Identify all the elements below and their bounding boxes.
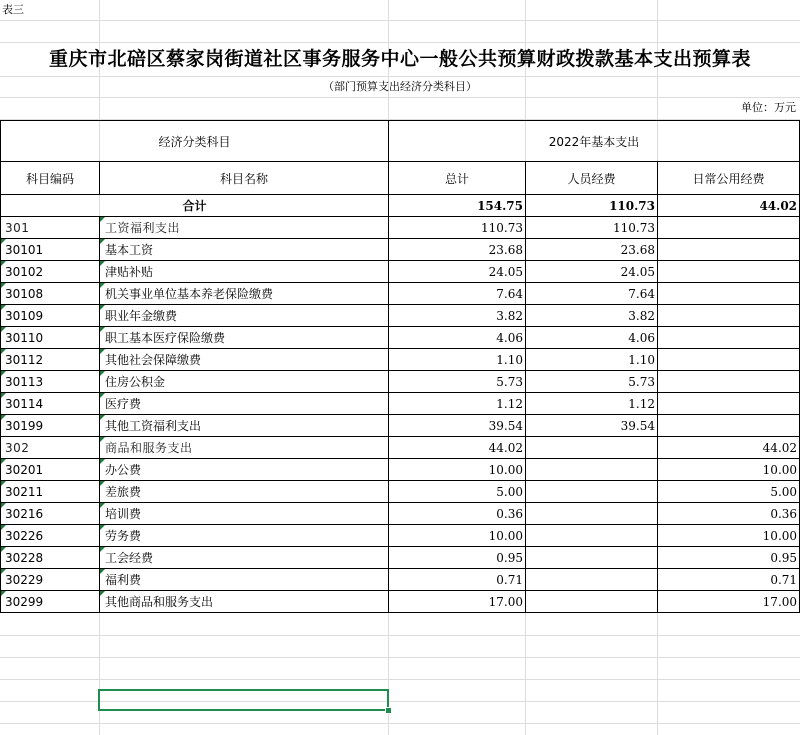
fill-handle[interactable] xyxy=(385,707,392,714)
row-total[interactable]: 5.73 xyxy=(389,371,526,393)
row-name[interactable]: 医疗费 xyxy=(100,393,389,415)
table-row xyxy=(1,349,800,371)
row-total[interactable]: 23.68 xyxy=(389,239,526,261)
table-row xyxy=(1,261,800,283)
row-code[interactable]: 30112 xyxy=(1,349,100,371)
row-code[interactable]: 302 xyxy=(1,437,100,459)
row-name[interactable]: 其他商品和服务支出 xyxy=(100,591,389,613)
row-public[interactable]: 0.95 xyxy=(658,547,800,569)
row-code[interactable]: 30299 xyxy=(1,591,100,613)
total-sum[interactable]: 154.75 xyxy=(389,195,526,217)
row-name[interactable]: 津贴补贴 xyxy=(100,261,389,283)
row-code[interactable]: 30101 xyxy=(1,239,100,261)
row-name[interactable]: 住房公积金 xyxy=(100,371,389,393)
row-total[interactable]: 0.36 xyxy=(389,503,526,525)
row-personnel[interactable]: 23.68 xyxy=(526,239,658,261)
header-public[interactable]: 日常公用经费 xyxy=(658,162,800,195)
row-personnel[interactable] xyxy=(526,547,658,569)
row-personnel[interactable]: 39.54 xyxy=(526,415,658,437)
row-name[interactable]: 培训费 xyxy=(100,503,389,525)
row-total[interactable]: 0.95 xyxy=(389,547,526,569)
table-row xyxy=(1,327,800,349)
table-row xyxy=(1,503,800,525)
row-code[interactable]: 30113 xyxy=(1,371,100,393)
row-personnel[interactable] xyxy=(526,437,658,459)
row-public[interactable]: 10.00 xyxy=(658,525,800,547)
row-personnel[interactable] xyxy=(526,591,658,613)
sheet-label[interactable]: 表三 xyxy=(2,3,24,16)
row-personnel[interactable]: 1.10 xyxy=(526,349,658,371)
table-row xyxy=(1,459,800,481)
row-name[interactable]: 其他工资福利支出 xyxy=(100,415,389,437)
header-name[interactable]: 科目名称 xyxy=(100,162,389,195)
row-public[interactable] xyxy=(658,305,800,327)
row-code[interactable]: 301 xyxy=(1,217,100,239)
page-subtitle[interactable]: （部门预算支出经济分类科目） xyxy=(323,80,477,93)
row-personnel[interactable]: 24.05 xyxy=(526,261,658,283)
row-total[interactable]: 7.64 xyxy=(389,283,526,305)
row-personnel[interactable] xyxy=(526,459,658,481)
total-row xyxy=(1,195,800,217)
row-personnel[interactable]: 110.73 xyxy=(526,217,658,239)
row-personnel[interactable] xyxy=(526,569,658,591)
row-name[interactable]: 机关事业单位基本养老保险缴费 xyxy=(100,283,389,305)
row-code[interactable]: 30108 xyxy=(1,283,100,305)
table-row xyxy=(1,217,800,239)
row-total[interactable]: 5.00 xyxy=(389,481,526,503)
selected-cell[interactable] xyxy=(98,689,389,711)
row-total[interactable]: 4.06 xyxy=(389,327,526,349)
row-public[interactable]: 0.36 xyxy=(658,503,800,525)
row-name[interactable]: 商品和服务支出 xyxy=(100,437,389,459)
row-public[interactable] xyxy=(658,393,800,415)
table-row xyxy=(1,371,800,393)
row-personnel[interactable]: 4.06 xyxy=(526,327,658,349)
row-total[interactable]: 110.73 xyxy=(389,217,526,239)
unit-label[interactable]: 单位：万元 xyxy=(741,101,796,114)
row-code[interactable]: 30199 xyxy=(1,415,100,437)
table-row xyxy=(1,481,800,503)
table-row xyxy=(1,547,800,569)
row-code[interactable]: 30226 xyxy=(1,525,100,547)
header-row-group xyxy=(1,121,800,162)
row-code[interactable]: 30102 xyxy=(1,261,100,283)
row-public[interactable] xyxy=(658,415,800,437)
row-name[interactable]: 基本工资 xyxy=(100,239,389,261)
row-public[interactable] xyxy=(658,349,800,371)
table-row xyxy=(1,415,800,437)
row-total[interactable]: 17.00 xyxy=(389,591,526,613)
row-total[interactable]: 10.00 xyxy=(389,525,526,547)
row-name[interactable]: 职业年金缴费 xyxy=(100,305,389,327)
row-public[interactable] xyxy=(658,239,800,261)
row-public[interactable] xyxy=(658,217,800,239)
row-personnel[interactable] xyxy=(526,481,658,503)
row-name[interactable]: 其他社会保障缴费 xyxy=(100,349,389,371)
table-row xyxy=(1,437,800,459)
row-personnel[interactable] xyxy=(526,525,658,547)
row-name[interactable]: 办公费 xyxy=(100,459,389,481)
row-name[interactable]: 职工基本医疗保险缴费 xyxy=(100,327,389,349)
header-code[interactable]: 科目编码 xyxy=(1,162,100,195)
row-public[interactable]: 0.71 xyxy=(658,569,800,591)
row-personnel[interactable] xyxy=(526,503,658,525)
row-total[interactable]: 44.02 xyxy=(389,437,526,459)
row-public[interactable] xyxy=(658,261,800,283)
row-total[interactable]: 1.12 xyxy=(389,393,526,415)
row-code[interactable]: 30110 xyxy=(1,327,100,349)
row-code[interactable]: 30114 xyxy=(1,393,100,415)
row-public[interactable] xyxy=(658,327,800,349)
row-public[interactable]: 5.00 xyxy=(658,481,800,503)
table-row xyxy=(1,569,800,591)
row-name[interactable]: 劳务费 xyxy=(100,525,389,547)
header-row-columns xyxy=(1,162,800,195)
total-public[interactable]: 44.02 xyxy=(658,195,800,217)
header-total[interactable]: 总计 xyxy=(389,162,526,195)
row-public[interactable]: 44.02 xyxy=(658,437,800,459)
row-total[interactable]: 39.54 xyxy=(389,415,526,437)
total-label[interactable]: 合计 xyxy=(1,195,389,217)
row-total[interactable]: 24.05 xyxy=(389,261,526,283)
table-row xyxy=(1,525,800,547)
row-code[interactable]: 30201 xyxy=(1,459,100,481)
row-total[interactable]: 3.82 xyxy=(389,305,526,327)
row-code[interactable]: 30229 xyxy=(1,569,100,591)
row-name[interactable]: 福利费 xyxy=(100,569,389,591)
row-total[interactable]: 1.10 xyxy=(389,349,526,371)
row-personnel[interactable]: 1.12 xyxy=(526,393,658,415)
row-total[interactable]: 10.00 xyxy=(389,459,526,481)
row-total[interactable]: 0.71 xyxy=(389,569,526,591)
table-row xyxy=(1,591,800,613)
table-row xyxy=(1,283,800,305)
row-name[interactable]: 工资福利支出 xyxy=(100,217,389,239)
header-economic-category[interactable]: 经济分类科目 xyxy=(1,121,389,162)
page-title[interactable]: 重庆市北碚区蔡家岗街道社区事务服务中心一般公共预算财政拨款基本支出预算表 xyxy=(48,48,751,70)
row-public[interactable] xyxy=(658,371,800,393)
row-code[interactable]: 30109 xyxy=(1,305,100,327)
row-personnel[interactable]: 5.73 xyxy=(526,371,658,393)
row-public[interactable] xyxy=(658,283,800,305)
row-personnel[interactable]: 3.82 xyxy=(526,305,658,327)
table-row xyxy=(1,393,800,415)
header-personnel[interactable]: 人员经费 xyxy=(526,162,658,195)
header-basic-expenditure[interactable]: 2022年基本支出 xyxy=(389,121,800,162)
total-personnel[interactable]: 110.73 xyxy=(526,195,658,217)
row-public[interactable]: 17.00 xyxy=(658,591,800,613)
row-name[interactable]: 工会经费 xyxy=(100,547,389,569)
row-name[interactable]: 差旅费 xyxy=(100,481,389,503)
budget-table xyxy=(0,120,800,613)
row-code[interactable]: 30216 xyxy=(1,503,100,525)
table-row xyxy=(1,305,800,327)
table-row xyxy=(1,239,800,261)
row-code[interactable]: 30228 xyxy=(1,547,100,569)
row-personnel[interactable]: 7.64 xyxy=(526,283,658,305)
row-code[interactable]: 30211 xyxy=(1,481,100,503)
row-public[interactable]: 10.00 xyxy=(658,459,800,481)
